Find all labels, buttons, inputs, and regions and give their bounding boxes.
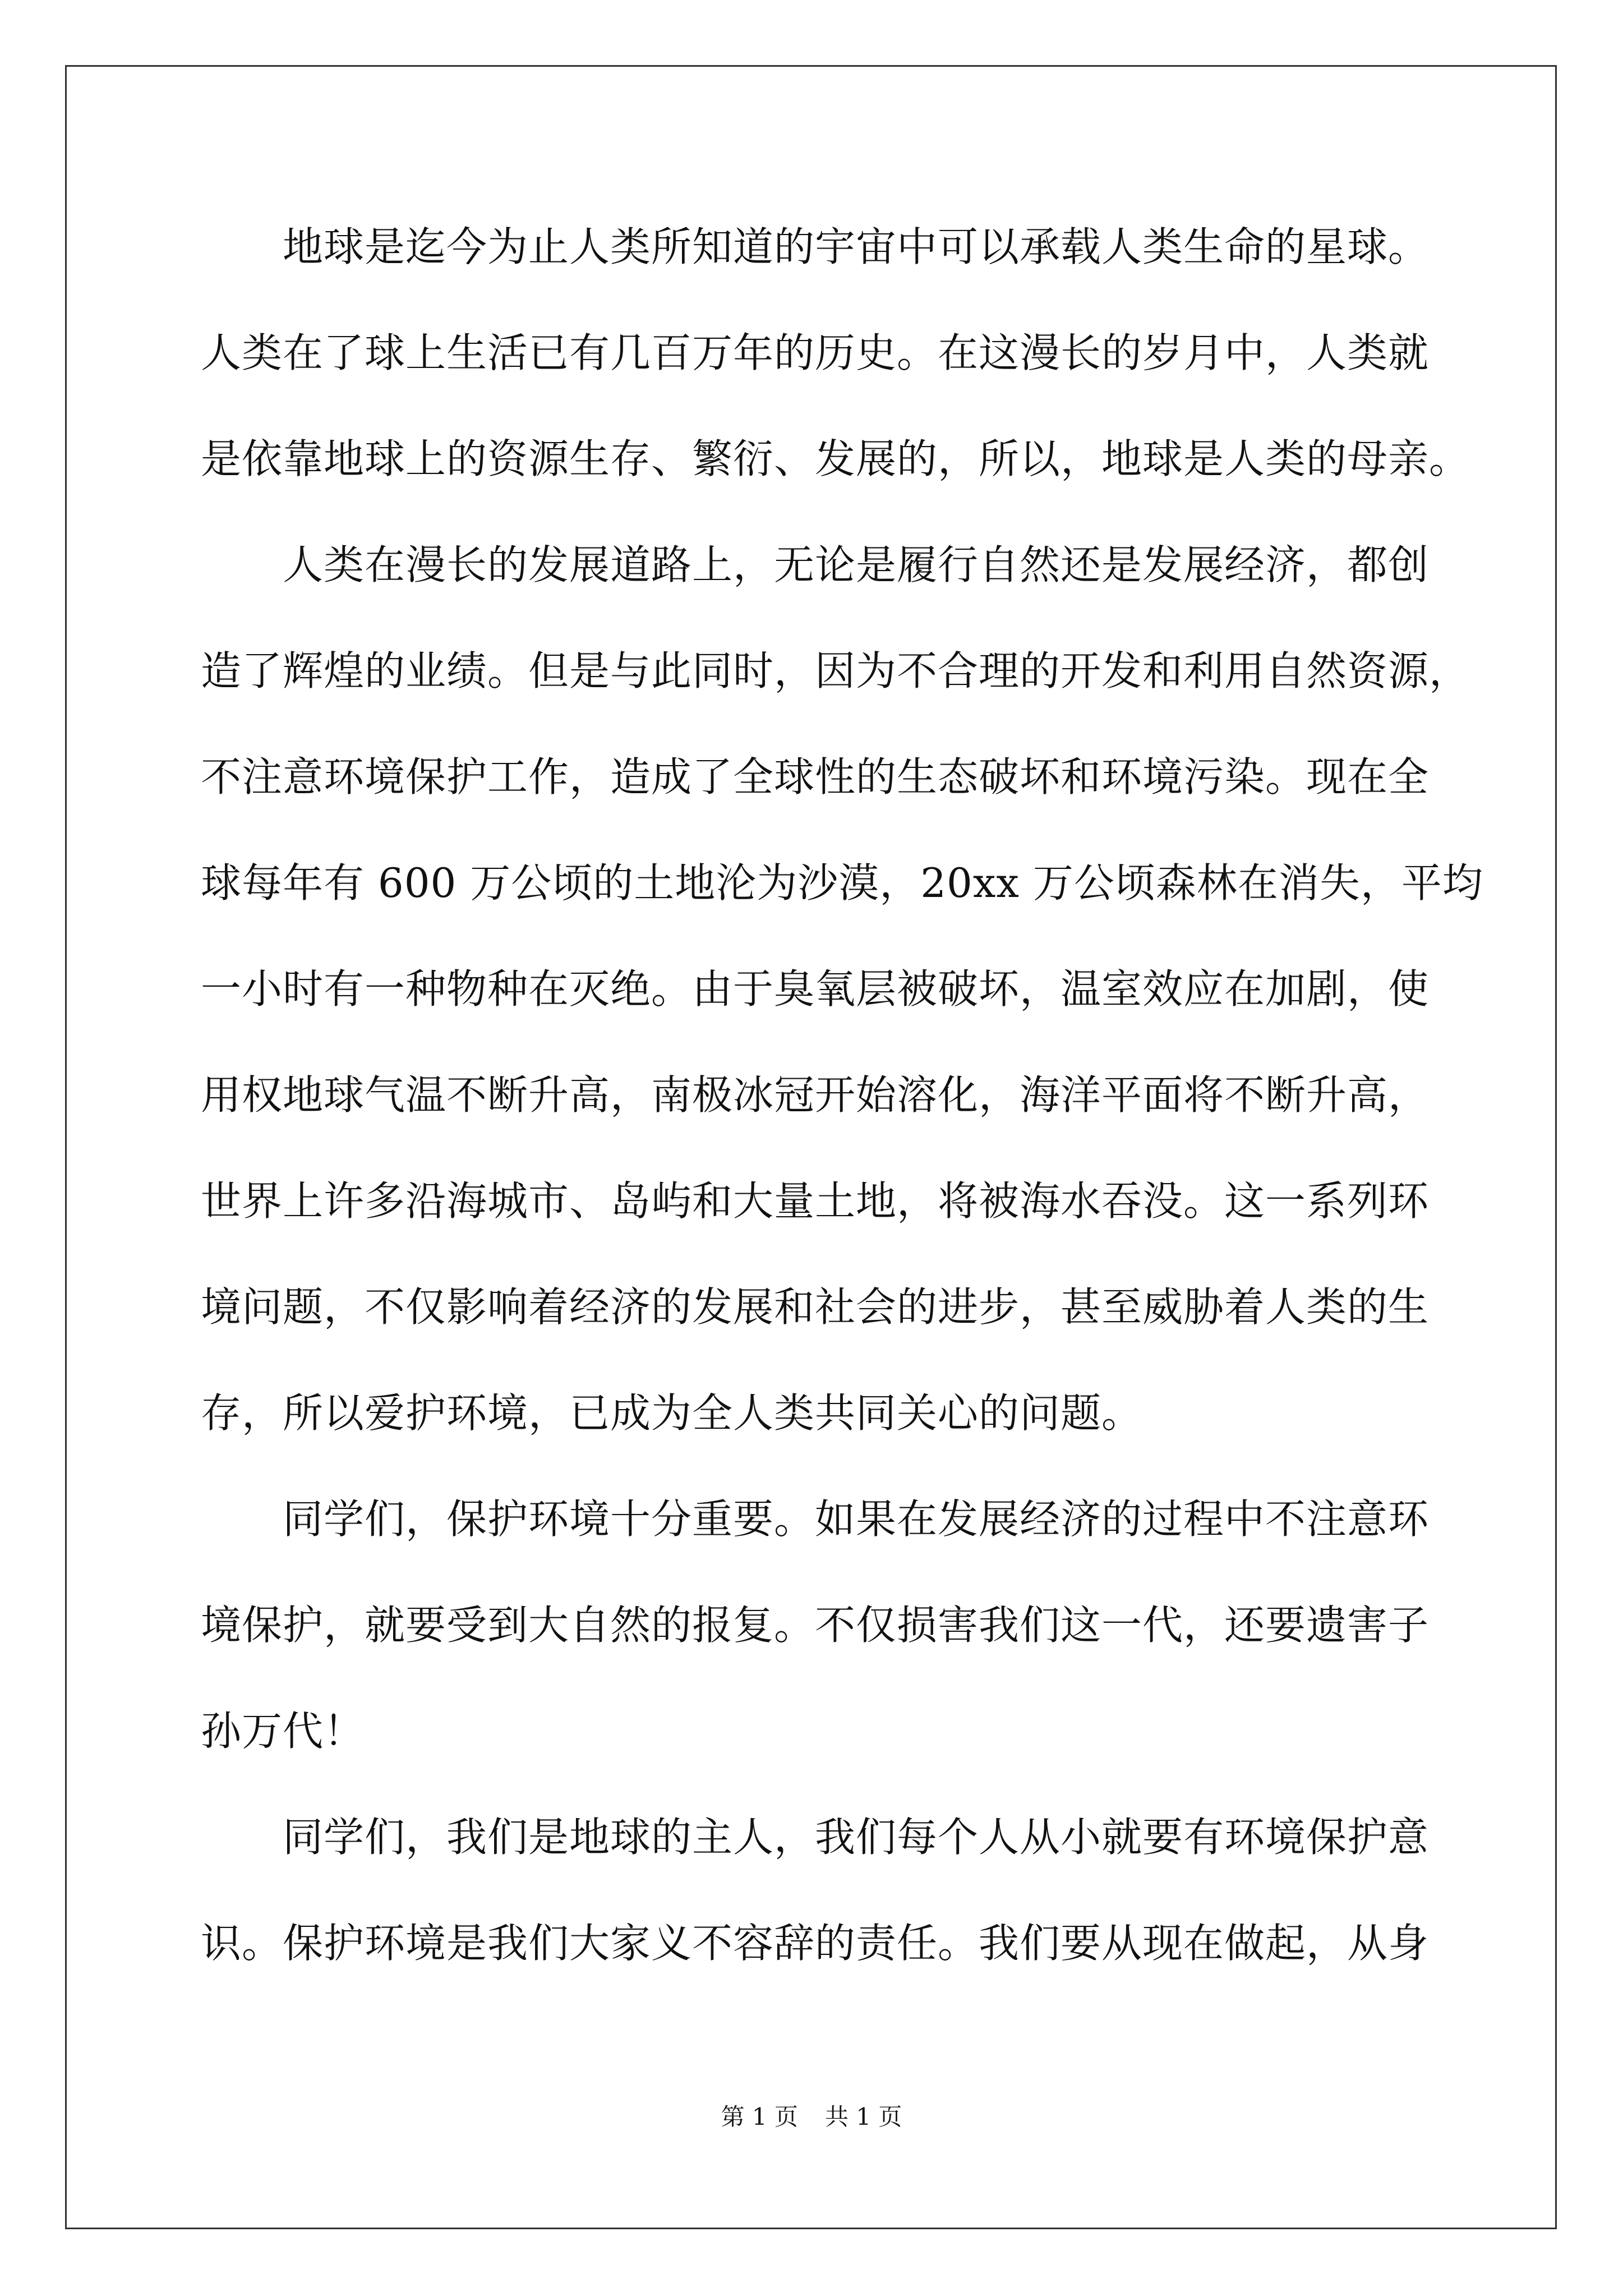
text-line: 识。保护环境是我们大家义不容辞的责任。我们要从现在做起，从身 (201, 1920, 1430, 1967)
text-line: 孙万代！ (201, 1708, 365, 1755)
page-footer (0, 2100, 1623, 2134)
text-line: 用权地球气温不断升高，南极冰冠开始溶化，海洋平面将不断升高， (201, 1071, 1430, 1119)
text-line: 境问题，不仅影响着经济的发展和社会的进步，甚至威胁着人类的生 (201, 1283, 1430, 1331)
text-line: 人类在了球上生活已有几百万年的历史。在这漫长的岁月中，人类就 (201, 329, 1430, 376)
text-line: 同学们，保护环境十分重要。如果在发展经济的过程中不注意环 (201, 1496, 1430, 1543)
text-line: 人类在漫长的发展道路上，无论是履行自然还是发展经济，都创 (201, 541, 1430, 588)
text-line: 不注意环境保护工作，造成了全球性的生态破坏和环境污染。现在全 (201, 753, 1430, 800)
text-line: 地球是迄今为止人类所知道的宇宙中可以承载人类生命的星球。 (201, 223, 1430, 270)
text-line: 存，所以爱护环境，已成为全人类共同关心的问题。 (201, 1389, 1143, 1437)
text-line: 境保护，就要受到大自然的报复。不仅损害我们这一代，还要遗害子 (201, 1602, 1430, 1649)
text-line: 是依靠地球上的资源生存、繁衍、发展的，所以，地球是人类的母亲。 (201, 435, 1470, 482)
text-line: 同学们，我们是地球的主人，我们每个人从小就要有环境保护意 (201, 1814, 1430, 1861)
text-line: 造了辉煌的业绩。但是与此同时，因为不合理的开发和利用自然资源， (201, 647, 1470, 694)
text-line: 世界上许多沿海城市、岛屿和大量土地，将被海水吞没。这一系列环 (201, 1177, 1430, 1225)
text-line: 球每年有 600 万公顷的土地沦为沙漠，20xx 万公顷森林在消失，平均 (201, 859, 1483, 907)
text-line: 一小时有一种物种在灭绝。由于臭氧层被破坏，温室效应在加剧，使 (201, 965, 1430, 1013)
page-border (65, 65, 1557, 2229)
page-number: 第 1 页 (721, 2103, 798, 2131)
page-total: 共 1 页 (825, 2103, 902, 2131)
